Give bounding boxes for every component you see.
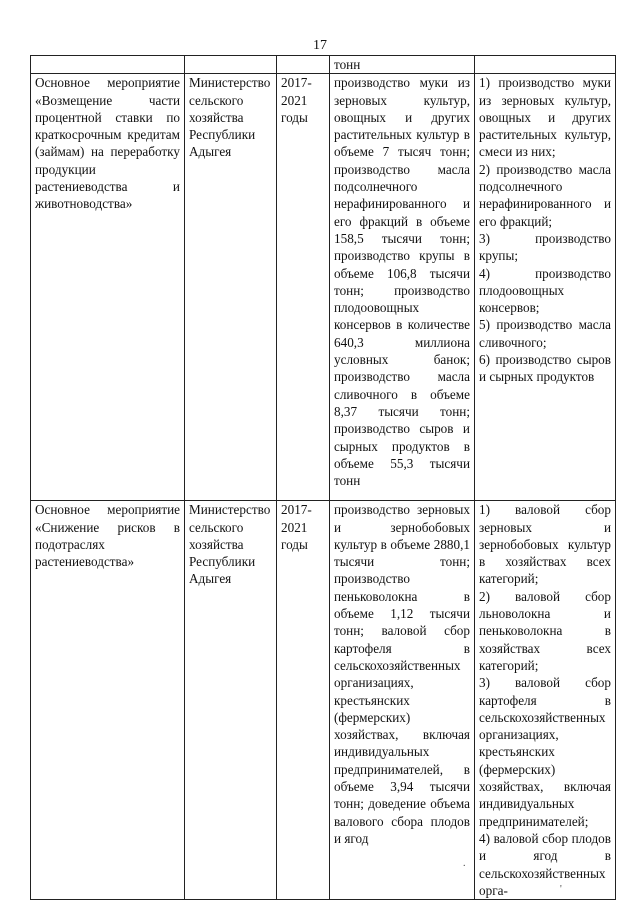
cell-period: 2017- 2021 годы	[277, 501, 330, 900]
cell-indicators: 1) валовой сбор зерновых и зернобобовых культур в хозяйствах всех категорий; 2) валовой сбор льноволокна и пеньковолокна в хозяйствах всех категорий; 3) валовой сбор картофеля в сельскохозяйственных организациях, крестьянских (фермерских) хозяйствах, включая индивидуальных предпринимателей; 4) валовой сбор плодов и ягод в сельскохозяйственных орга-	[475, 501, 616, 900]
scan-speck: .	[463, 858, 466, 869]
table-row-continuation	[31, 56, 616, 74]
program-table	[30, 55, 616, 900]
cell-executor: Министерство сельского хозяйства Республики Адыгея	[185, 74, 277, 501]
cell-period: 2017- 2021 годы	[277, 74, 330, 501]
cell-empty	[31, 56, 185, 74]
cell-measure: Основное мероприятие «Снижение рисков в подотраслях растениеводства»	[31, 501, 185, 900]
page-number: 17	[313, 38, 327, 53]
cell-executor: Министерство сельского хозяйства Республики Адыгея	[185, 501, 277, 900]
table-row	[31, 74, 616, 501]
cell-result: производство зерновых и зернобобовых культур в объеме 2880,1 тысячи тонн; производство пеньковолокна в объеме 1,12 тысячи тонн; валовой сбор картофеля в сельскохозяйственных организациях, крестьянских (фермерских) хозяйствах, включая индивидуальных предпринимателей, в объеме 3,94 тысячи тонн; доведение объема валового сбора плодов и ягод	[330, 501, 475, 900]
cell-measure: Основное мероприятие «Возмещение части процентной ставки по краткосрочным кредитам (займам) на переработку продукции растениеводства и животноводства»	[31, 74, 185, 501]
cell-empty	[185, 56, 277, 74]
scan-speck: '	[560, 884, 562, 895]
cell-result-continuation: тонн	[330, 56, 475, 74]
cell-indicators: 1) производство муки из зерновых культур, овощных и других растительных культур, смеси из них; 2) производство масла подсолнечного нерафинированного и его фракций; 3) производство крупы; 4) производство плодоовощных консервов; 5) производство масла сливочного; 6) производство сыров и сырных продуктов	[475, 74, 616, 501]
cell-empty	[475, 56, 616, 74]
cell-result: производство муки из зерновых культур, овощных и других растительных культур в объеме 7 тысяч тонн; производство масла подсолнечного нерафинированного и его фракций в объеме 158,5 тысячи тонн; производство крупы в объеме 106,8 тысячи тонн; производство плодоовощных консервов в количестве 640,3 миллиона условных банок; производство масла сливочного в объеме 8,37 тысячи тонн; производство сыров и сырных продуктов в объеме 55,3 тысячи тонн	[330, 74, 475, 501]
cell-empty	[277, 56, 330, 74]
table-row	[31, 501, 616, 900]
